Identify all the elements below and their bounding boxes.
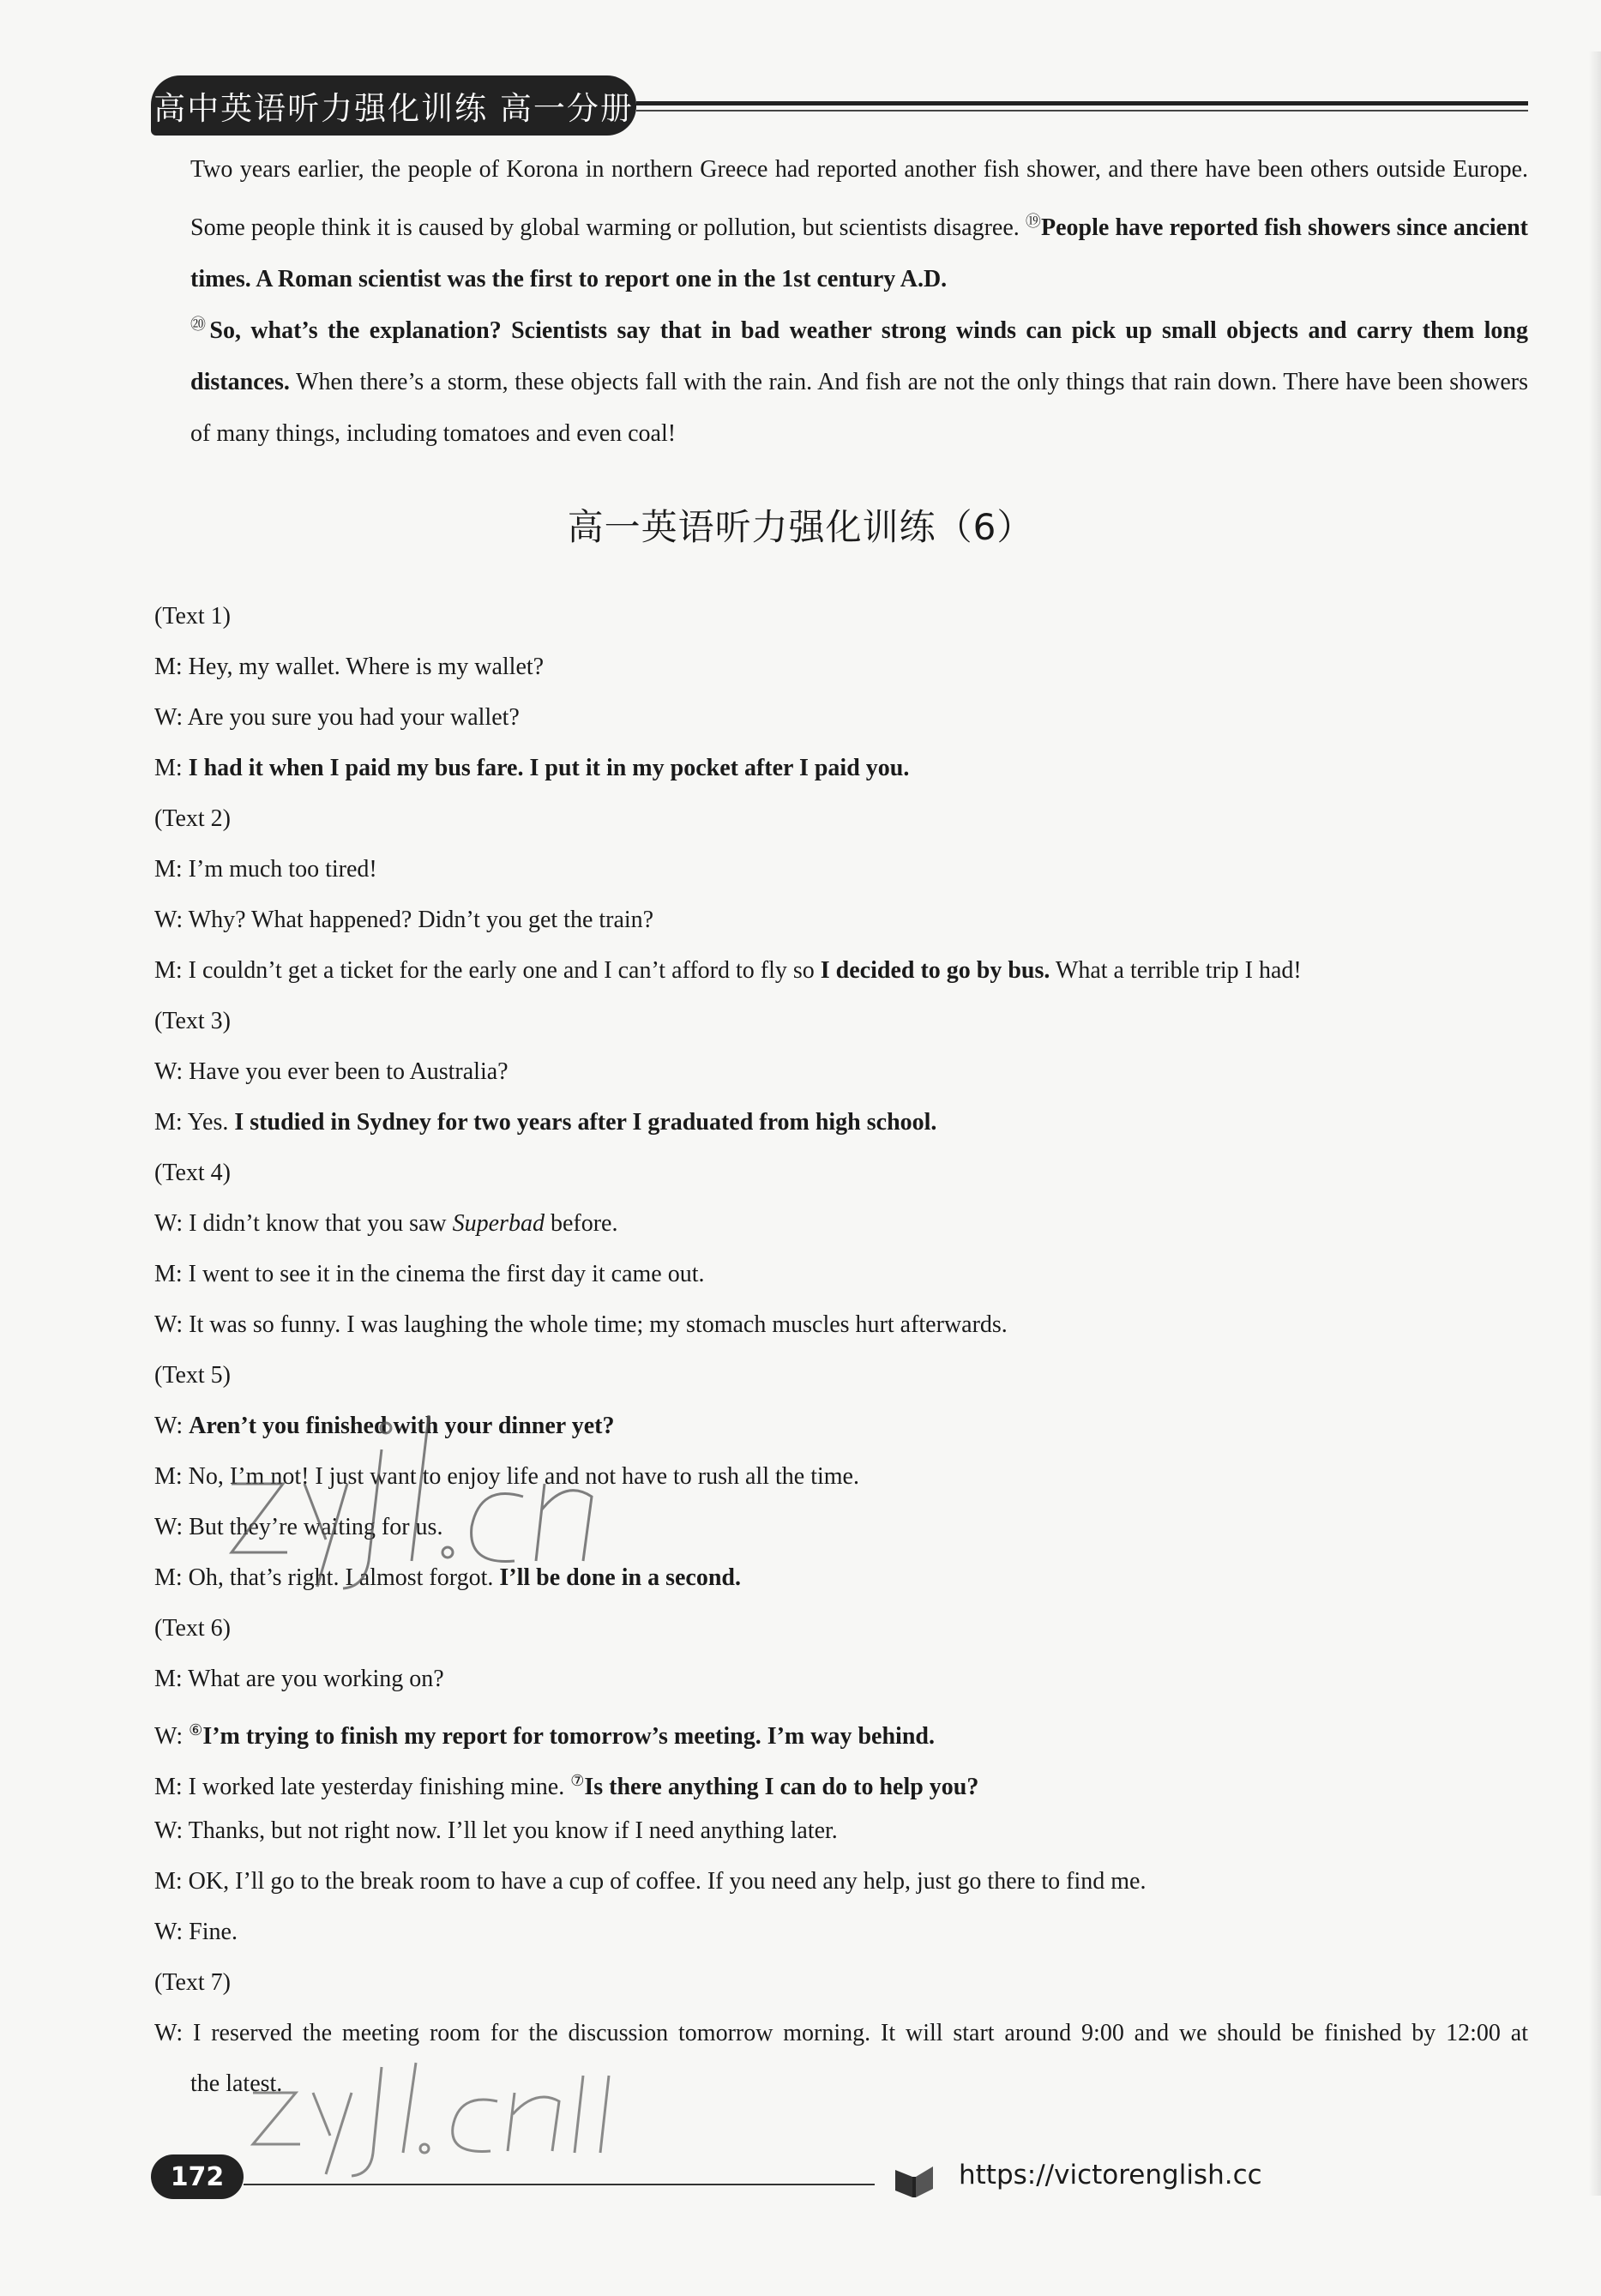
dialogue-line: M: What are you working on? xyxy=(154,1666,444,1692)
footer-url: https://victorenglish.cc xyxy=(959,2160,1262,2191)
dialogue-line: W: Why? What happened? Didn’t you get the train? xyxy=(154,907,654,933)
answer-sentence: I had it when I paid my bus fare. I put it in my pocket after I paid you. xyxy=(188,755,910,781)
dialogue-line: W: Aren’t you finished with your dinner yet? xyxy=(154,1413,615,1439)
intro-paragraph-2: ⑳So, what’s the explanation? Scientists say that in bad weather strong winds can pick up small objects and carry them long distances. When there’s a storm, these objects fall with the rain. And fish are not the only things that rain down. There have been showers of many things, including tomatoes and even coal! xyxy=(190,316,1528,447)
text-label-5: (Text 5) xyxy=(154,1362,232,1389)
dialogue-line: M: Yes. I studied in Sydney for two years after I graduated from high school. xyxy=(154,1109,937,1136)
dialogue-line: W: Have you ever been to Australia? xyxy=(154,1058,509,1085)
text-label-2: (Text 2) xyxy=(154,805,232,832)
sentence-marker-20: ⑳ xyxy=(190,316,210,333)
dialogue-line: M: I had it when I paid my bus fare. I put it in my pocket after I paid you. xyxy=(154,755,910,781)
text-label-4: (Text 4) xyxy=(154,1160,232,1186)
sentence-marker-6: ⑥ xyxy=(189,1721,203,1739)
dialogue-line: W: I didn’t know that you saw Superbad before. xyxy=(154,1210,618,1237)
answer-sentence: I decided to go by bus. xyxy=(820,957,1050,984)
dialogue-line: M: I’m much too tired! xyxy=(154,856,377,883)
dialogue-line: M: Oh, that’s right. I almost forgot. I’ll be done in a second. xyxy=(154,1564,741,1591)
dialogue-line: W: ⑥I’m trying to finish my report for tomorrow’s meeting. I’m way behind. xyxy=(154,1721,935,1750)
header-rule xyxy=(636,101,1528,105)
sentence-marker-7: ⑦ xyxy=(570,1772,585,1789)
answer-sentence: Is there anything I can do to help you? xyxy=(584,1774,979,1800)
book-title: 高中英语听力强化训练 高一分册 xyxy=(153,90,634,127)
dialogue-line: W: I reserved the meeting room for the discussion tomorrow morning. It will start around 9:00 and we should be finished by 12:00 at xyxy=(154,2020,1528,2046)
text-label-3: (Text 3) xyxy=(154,1008,232,1034)
text-label-6: (Text 6) xyxy=(154,1615,232,1642)
dialogue-line: M: I went to see it in the cinema the first day it came out. xyxy=(154,1261,705,1287)
book-icon xyxy=(894,2163,936,2199)
answer-sentence: I studied in Sydney for two years after I graduated from high school. xyxy=(234,1109,937,1136)
dialogue-line-continuation: the latest. xyxy=(190,2070,283,2097)
dialogue-line: W: But they’re waiting for us. xyxy=(154,1514,443,1540)
page-number: 172 xyxy=(151,2154,244,2199)
movie-title: Superbad xyxy=(452,1210,545,1237)
footer-rule xyxy=(244,2184,875,2185)
answer-sentence: I’ll be done in a second. xyxy=(499,1564,741,1591)
intro-paragraph-1: Two years earlier, the people of Korona in northern Greece had reported another fish shower, and there have been others outside Europe. Some people think it is caused by global warming or pollution, but scientists disagree. ⑲People have reported fish showers since ancient times. A Roman scientist was the first to report one in the 1st century A.D. xyxy=(190,156,1528,292)
dialogue-line: W: It was so funny. I was laughing the whole time; my stomach muscles hurt afterwards. xyxy=(154,1311,1008,1338)
dialogue-line: M: No, I’m not! I just want to enjoy life and not have to rush all the time. xyxy=(154,1463,859,1490)
answer-sentence: So, what’s the explanation? Scientists say that in bad weather strong winds can pick up small objects and carry them long distances. xyxy=(190,317,1528,395)
sentence-marker-19: ⑲ xyxy=(1025,213,1042,230)
book-title-tab xyxy=(151,75,636,136)
dialogue-line: M: OK, I’ll go to the break room to have a cup of coffee. If you need any help, just go there to find me. xyxy=(154,1868,1147,1895)
dialogue-line: W: Thanks, but not right now. I’ll let you know if I need anything later. xyxy=(154,1817,838,1844)
answer-sentence: Aren’t you finished with your dinner yet? xyxy=(189,1413,615,1439)
dialogue-line: M: I worked late yesterday finishing mine. ⑦Is there anything I can do to help you? xyxy=(154,1772,979,1800)
section-title: 高一英语听力强化训练（6） xyxy=(567,506,1034,548)
answer-sentence: People have reported fish showers since ancient times. A Roman scientist was the first to report one in the 1st century A.D. xyxy=(190,214,1528,292)
dialogue-line: M: Hey, my wallet. Where is my wallet? xyxy=(154,654,545,680)
header-rule-thin xyxy=(636,110,1528,111)
text-label-1: (Text 1) xyxy=(154,603,232,630)
answer-sentence: I’m trying to finish my report for tomorrow’s meeting. I’m way behind. xyxy=(202,1723,935,1750)
text-label-7: (Text 7) xyxy=(154,1969,232,1996)
dialogue-line: W: Are you sure you had your wallet? xyxy=(154,704,520,731)
scan-edge-shadow xyxy=(1589,51,1601,2196)
dialogue-line: W: Fine. xyxy=(154,1919,238,1945)
watermark-logo-footer xyxy=(249,2058,643,2178)
dialogue-line: M: I couldn’t get a ticket for the early one and I can’t afford to fly so I decided to go by bus. What a terrible trip I had! xyxy=(154,957,1302,984)
